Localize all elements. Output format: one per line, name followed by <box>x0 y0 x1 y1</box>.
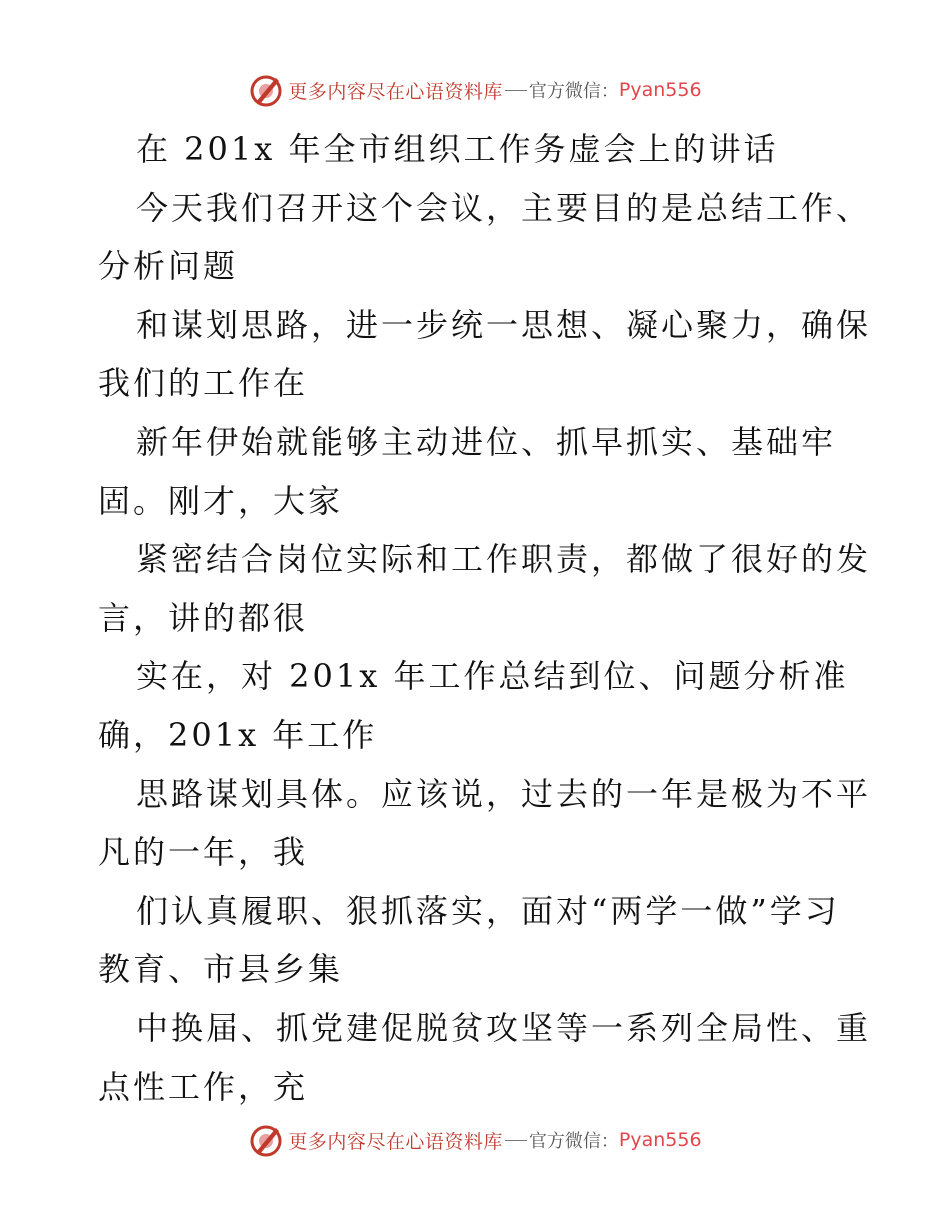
text-line: 今天我们召开这个会议，主要目的是总结工作、 <box>136 188 872 227</box>
text-line: 紧密结合岗位实际和工作职责，都做了很好的发 <box>136 540 872 579</box>
text-line: 们认真履职、狠抓落实，面对“两学一做”学习 <box>136 891 840 930</box>
footer-banner <box>0 1120 950 1160</box>
text-line: 实在，对 201x 年工作总结到位、问题分析准 <box>136 657 849 696</box>
text-line: 凡的一年，我 <box>98 833 309 872</box>
header-dash <box>505 90 527 91</box>
text-line: 新年伊始就能够主动进位、抓早抓实、基础牢 <box>136 422 837 461</box>
text-line: 分析问题 <box>98 247 239 286</box>
document-body <box>98 120 872 1116</box>
document-title: 在 201x 年全市组织工作务虚会上的讲话 <box>136 130 779 168</box>
text-line: 教育、市县乡集 <box>98 950 344 989</box>
brand-logo-icon <box>248 1122 284 1158</box>
text-line: 确，201x 年工作 <box>98 715 378 754</box>
text-line: 和谋划思路，进一步统一思想、凝心聚力，确保 <box>136 305 872 344</box>
text-line: 言，讲的都很 <box>98 598 309 637</box>
header-banner <box>0 70 950 110</box>
text-line: 思路谋划具体。应该说，过去的一年是极为不平 <box>136 774 872 813</box>
text-line: 点性工作，充 <box>98 1067 309 1106</box>
footer-slogan: 更多内容尽在心语资料库 <box>288 1130 503 1153</box>
footer-dash <box>505 1140 527 1141</box>
brand-logo-icon <box>248 72 284 108</box>
text-line: 我们的工作在 <box>98 364 309 403</box>
footer-contact-id: Pyan556 <box>618 1129 702 1151</box>
header-contact-label: 官方微信： <box>528 81 619 102</box>
text-line: 中换届、抓党建促脱贫攻坚等一系列全局性、重 <box>136 1008 872 1047</box>
header-slogan: 更多内容尽在心语资料库 <box>288 80 503 103</box>
text-line: 固。刚才，大家 <box>98 481 344 520</box>
footer-contact-label: 官方微信： <box>528 1131 619 1152</box>
header-contact-id: Pyan556 <box>618 79 702 101</box>
